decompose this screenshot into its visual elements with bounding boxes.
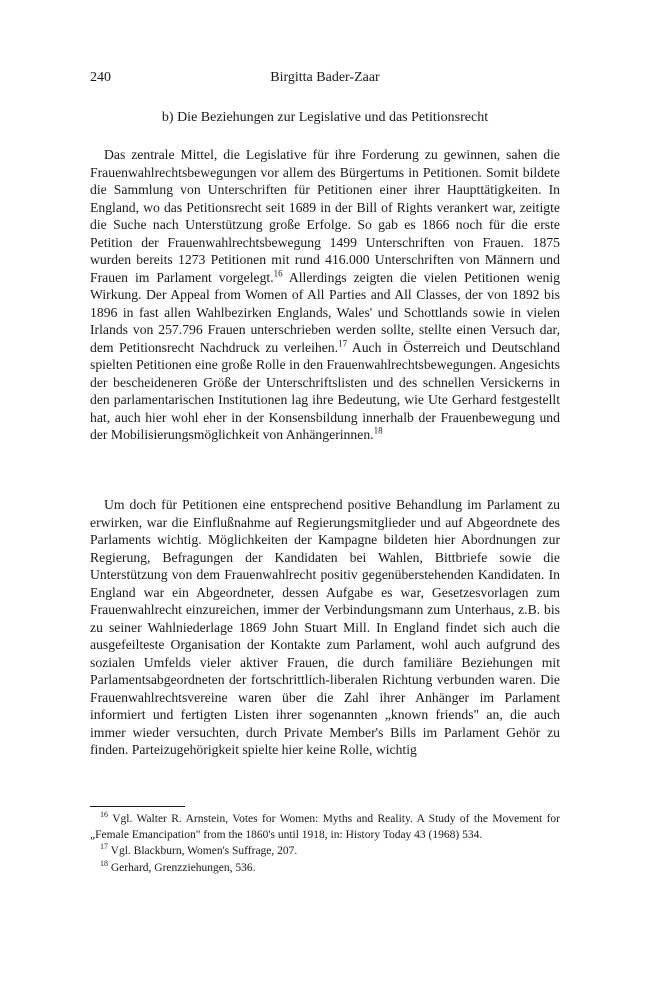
footnote-text: Gerhard, Grenzziehungen, 536. <box>108 861 256 874</box>
footnote-divider <box>90 806 185 807</box>
paragraph-1-part-3: Auch in Österreich und Deutschland spielten Petitionen eine große Rolle in den Frauenwahlrechtsbewegungen. Angesichts der bescheideneren Größe der Unterschriftslisten und des schnellen Versickerns in den parlamentarischen Institutionen lag ihre Bedeutung, wie Ute Gerhard festgestellt hat, auch hier wohl eher in der Konsensbildung innerhalb der Frauenbewegung und der Mobilisierungsmöglichkeit von Anhängerinnen. <box>90 339 560 442</box>
paragraph-1-part-2: Allerdings zeigten die vielen Petitionen wenig Wirkung. Der Appeal from Women of All Parties and All Classes, der von 1892 bis 1896 in fast allen Wahlbezirken Englands, Wales' und Schottlands sowie in vielen Irlands von 257.796 Frauen unterschrieben werden sollte, stellte einen Versuch dar, dem Petitionsrecht Nachdruck zu verleihen. <box>90 269 560 355</box>
footnote-16 <box>90 812 560 843</box>
footnote-17 <box>90 844 560 860</box>
footnote-number: 18 <box>100 858 108 868</box>
paragraph-2-text: Um doch für Petitionen eine entsprechend positive Behandlung im Parlament zu erwirken, war die Einflußnahme auf Regierungsmitglieder und auf Abgeordnete des Parlaments wichtig. Möglichkeiten der Kampagne bildeten hier Abordnungen zur Regierung, Befragungen der Kandidaten bei Wahlen, Bittbriefe sowie die Unterstützung von dem Frauenwahlrecht positiv gegenüberstehenden Kandidaten. In England war ein Abgeordneter, dessen Aufgabe es war, Gesetzesvorlagen zum Frauenwahlrecht einzureichen, immer der Verbindungsmann zum Unterhaus, z.B. bis zu seiner Wahlniederlage 1869 John Stuart Mill. In England findet sich auch die ausgefeilteste Organisation der Kontakte zum Parlament, wohl auch aufgrund des sozialen Umfelds vieler aktiver Frauen, die durch familiäre Beziehungen mit Parlamentsabgeordneten der fortschrittlich-liberalen Richtung verbunden waren. Die Frauenwahlrechtsvereine waren über die Zahl ihrer Anhänger im Parlament informiert und fertigten Listen ihrer sogenannten „known friends" an, die auch immer wieder versuchten, durch Private Member's Bills im Parlament Gehör zu finden. Parteizugehörigkeit spielte hier keine Rolle, wichtig <box>90 497 560 757</box>
paragraph-1-part-1: Das zentrale Mittel, die Legislative für ihre Forderung zu gewinnen, sahen die Frauenwahlrechtsbewegungen vor allem des Bürgertums in Petitionen. Somit bildete die Sammlung von Unterschriften für Petitionen einer ihrer Haupttätigkeiten. In England, wo das Petitionsrecht seit 1689 in der Bill of Rights verankert war, zeitigte die Suche nach Unterstützung große Erfolge. So gab es 1866 noch für die erste Petition der Frauenwahlrechtsbewegung 1499 Unterschriften von Frauen. 1875 wurden bereits 1273 Petitionen mit rund 416.000 Unterschriften von Männern und Frauen im Parlament vorgelegt. <box>90 147 560 285</box>
body-paragraph-1 <box>90 146 560 444</box>
running-head-author: Birgitta Bader-Zaar <box>270 70 380 85</box>
footnote-text: Vgl. Blackburn, Women's Suffrage, 207. <box>108 845 298 857</box>
footnote-18 <box>90 858 560 877</box>
footnote-ref-17: 17 <box>338 337 348 348</box>
body-paragraph-2 <box>90 496 560 759</box>
footnote-ref-18: 18 <box>373 425 383 436</box>
footnote-number: 17 <box>100 842 108 852</box>
page-number: 240 <box>90 70 111 85</box>
footnote-ref-16: 16 <box>273 267 283 278</box>
paragraph-text <box>90 146 560 444</box>
footnote-text: Vgl. Walter R. Arnstein, Votes for Women: Myths and Reality. A Study of the Movement for „Female Emancipation" from the 1860's until 1918, in: History Today 43 (1968) 534. <box>90 813 560 841</box>
section-heading: b) Die Beziehungen zur Legislative und das Petitionsrecht <box>161 110 489 125</box>
footnote-number: 16 <box>100 810 108 820</box>
footnotes <box>90 812 560 877</box>
running-head <box>90 70 560 92</box>
